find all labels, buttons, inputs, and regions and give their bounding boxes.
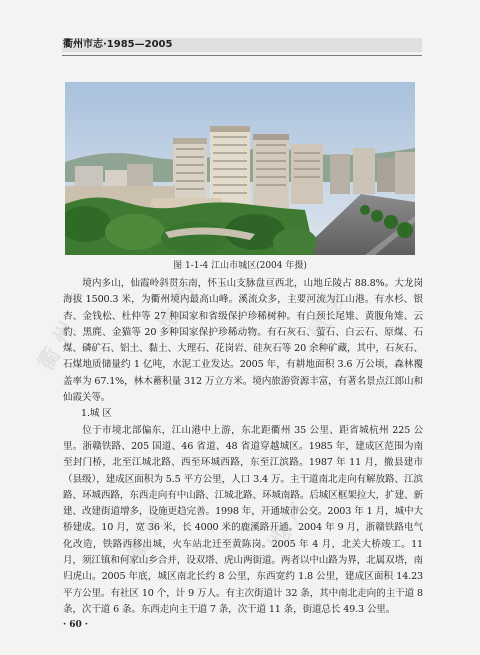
header-rule xyxy=(62,55,422,56)
book-title: 衢州市志·1985—2005 xyxy=(63,39,173,50)
paragraph-urban-area: 位于市境北部偏东，江山港中上游，东北距衢州 35 公里、距省城杭州 225 公里。浙赣铁路、205 国道、46 省道、48 省道穿越城区。1985 年，建成区范围为南至封门桥，北至江城北路、西至环城西路，东至江滨路。1987 年 11 月，撤县建市（县级），建成区面积为 5.5 平方公里，人口 3.4 万。主干道南北走向有解放路、江滨路、环城西路，东西走向有中山路、江城北路、环城南路。后城区框架拉大，扩建、新建、改建街道增多，设施更趋完善。1998 年，开通城市公交。2003 年 1 月，城中大桥建成。10 月，宽 36 米，长 4000 米的鹿溪路开通。2004 年 9 月，浙赣铁路电气化改造，铁路西移出城，火车站北迁至黄陈岗。2005 年 4 月，北关大桥竣工。11 月，须江镇和何家山乡合并，设双塔、虎山两街道。两者以中山路为界，北属双塔，南归虎山。2005 年底，城区南北长约 8 公里，东西宽约 1.8 公里，建成区面积 14.23 平方公里。有社区 10 个，计 9 万人。有主次街道计 32 条，其中南北走向的主干道 8 条，次干道 6 条。东西走向主干道 7 条，次干道 11 条，街道总长 49.3 公里。 xyxy=(63,424,423,615)
paragraph-overview: 境内多山，仙霞岭斜贯东南，怀玉山支脉盘亘西北，山地丘陵占 88.8%。大龙岗海拔 1500.3 米，为衢州境内最高山峰。溪流众多，主要河流为江山港。有水杉、银杏、金钱松、杜仲等 27 种国家和省级保护珍稀树种。有白颈长尾雉、黄腹角雉、云豹、黑麂、金猫等 20 多种国家保护珍稀动物。有石灰石、萤石、白云石、原煤、石煤、磷矿石、铝土、黏土、大理石、花岗岩、硅灰石等 20 余种矿藏，其中，石灰石、石煤地质储量约 1 亿吨，水泥工业发达。2005 年，有耕地面积 3.6 万公顷，森林覆盖率为 67.1%，林木蓄积量 312 万立方米。境内旅游资源丰富，有著名景点江郎山和仙霞关等。 xyxy=(63,278,423,404)
watermark: 衢 州 xyxy=(123,507,172,566)
watermark: 员 会 xyxy=(303,287,352,346)
section-heading: 1.城 区 xyxy=(81,408,112,420)
watermark: 衢 州 xyxy=(33,317,82,376)
figure-caption: 图 1-1-4 江山市城区(2004 年摄) xyxy=(173,261,307,271)
watermark: 地 方 xyxy=(263,497,312,556)
body-text xyxy=(63,276,423,618)
city-photo xyxy=(65,82,415,255)
page-number: · 60 · xyxy=(63,620,89,630)
running-header xyxy=(0,34,480,60)
watermark: 地 方 xyxy=(153,277,202,336)
city-photo-illustration xyxy=(65,82,415,255)
